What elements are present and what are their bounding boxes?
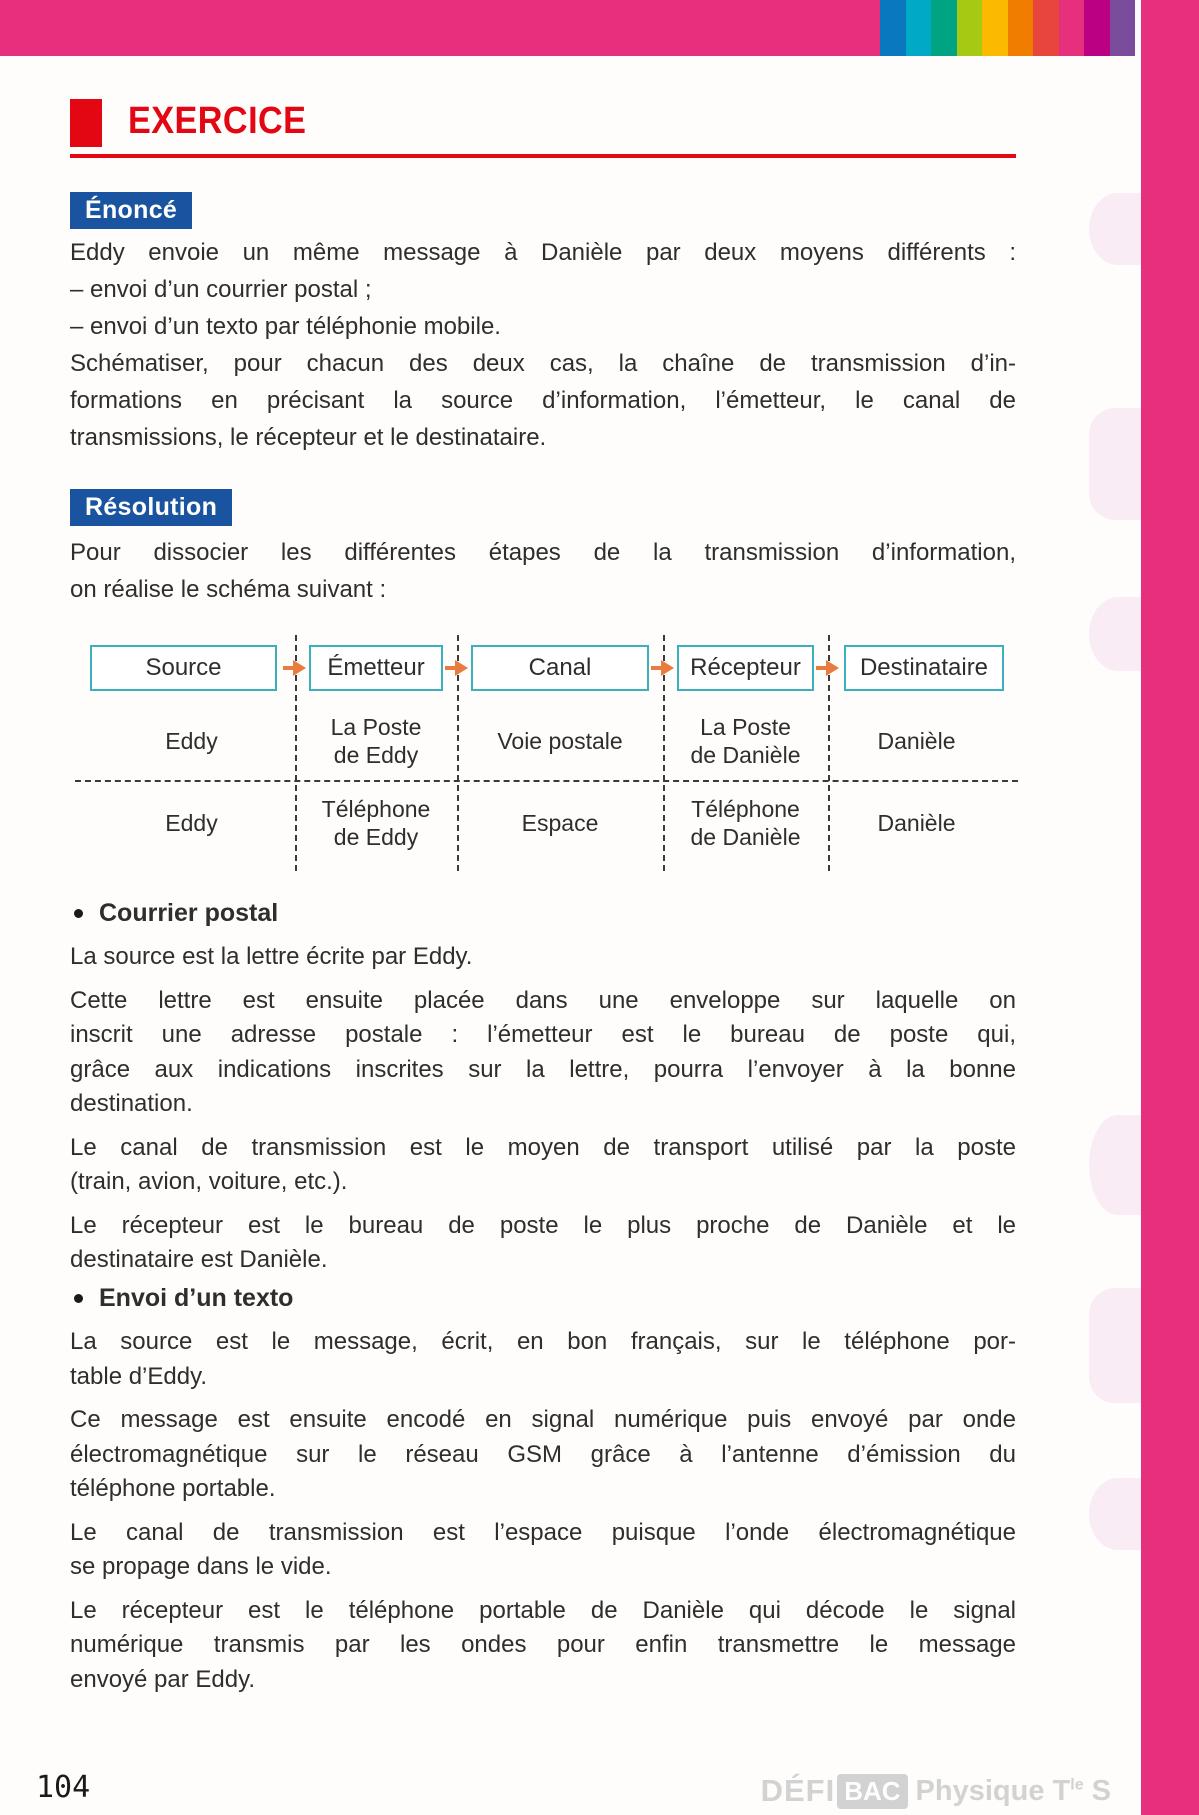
- stripe-magenta: [1084, 0, 1110, 56]
- stripe-orange: [1008, 0, 1034, 56]
- cell-postal-recepteur: La Poste de Danièle: [690, 714, 801, 768]
- decorative-blob: [1089, 408, 1147, 520]
- stripe-green: [931, 0, 957, 56]
- dashed-row-divider: [75, 780, 1018, 782]
- paragraph: Le canal de transmission est le moyen de transport utilisé par la poste (train, avion, voiture, etc.).: [70, 1133, 1016, 1195]
- enonce-line: Schématiser, pour chacun des deux cas, la chaîne de transmission d’in-: [70, 350, 1016, 377]
- paragraph: La source est le message, écrit, en bon français, sur le téléphone por- table d’Eddy.: [70, 1328, 1016, 1390]
- enonce-line: – envoi d’un courrier postal ;: [70, 276, 372, 303]
- arrow-icon: [282, 659, 308, 677]
- brand-subject: Physique $T^{le}$ S: [915, 1774, 1111, 1807]
- diagram-header-destinataire: Destinataire: [844, 645, 1004, 691]
- cell-texto-destinataire: Danièle: [877, 810, 956, 836]
- arrow-icon: [650, 659, 676, 677]
- arrow-icon: [444, 659, 470, 677]
- cell-postal-canal: Voie postale: [497, 728, 623, 754]
- diagram-header-emetteur: Émetteur: [309, 645, 443, 691]
- diagram-row-postal: [88, 705, 1005, 777]
- resolution-intro: [70, 534, 1016, 608]
- paragraph: Ce message est ensuite encodé en signal numérique puis envoyé par onde électromagnétique sur le réseau GSM grâce à l’antenne d’émission du téléphone portable.: [70, 1406, 1016, 1502]
- resolution-label: [70, 489, 232, 526]
- paragraph: Le récepteur est le bureau de poste le plus proche de Danièle et le destinataire est Danièle.: [70, 1211, 1016, 1273]
- paragraph: Cette lettre est ensuite placée dans une enveloppe sur laquelle on inscrit une adresse postale : l’émetteur est le bureau de poste qui, grâce aux indications inscrites sur la lettre, pourra l’envoyer à la bonne destination.: [70, 986, 1016, 1117]
- cell-postal-emetteur: La Poste de Eddy: [330, 714, 422, 768]
- exercise-title: EXERCICE: [128, 100, 307, 142]
- resolution-label-text: Résolution: [85, 493, 218, 521]
- color-stripes: [880, 0, 1135, 56]
- bullet-icon: [74, 1294, 83, 1303]
- section-envoi-texto: [70, 1283, 1016, 1706]
- enonce-line: transmissions, le récepteur et le destinataire.: [70, 424, 547, 451]
- diagram-header-recepteur: Récepteur: [677, 645, 814, 691]
- diagram-header-source: Source: [90, 645, 277, 691]
- section-courrier-postal: [70, 898, 1016, 1287]
- page-number: 104: [36, 1770, 91, 1805]
- brand-bac: BAC: [837, 1774, 907, 1809]
- decorative-blob: [1089, 1115, 1147, 1215]
- transmission-diagram: [88, 635, 1005, 875]
- right-edge-strip: [1141, 0, 1199, 1815]
- section-heading: Envoi d’un texto: [70, 1283, 1016, 1313]
- decorative-blob: [1089, 597, 1147, 671]
- diagram-row-texto: [88, 787, 1005, 859]
- stripe-pink: [1059, 0, 1085, 56]
- intro-line: on réalise le schéma suivant :: [70, 576, 387, 603]
- enonce-label-text: Énoncé: [85, 196, 178, 224]
- red-rule: [70, 154, 1016, 158]
- enonce-line: Eddy envoie un même message à Danièle par deux moyens différents :: [70, 239, 1016, 266]
- diagram-header-row: [88, 645, 1005, 691]
- cell-texto-source: Eddy: [165, 810, 218, 836]
- enonce-line: formations en précisant la source d’information, l’émetteur, le canal de: [70, 387, 1016, 414]
- stripe-cyan: [906, 0, 932, 56]
- stripe-purple: [1110, 0, 1136, 56]
- paragraph: Le récepteur est le téléphone portable de Danièle qui décode le signal numérique transmis par les ondes pour enfin transmettre le message envoyé par Eddy.: [70, 1596, 1016, 1693]
- decorative-blob: [1089, 1288, 1147, 1403]
- section-heading: Courrier postal: [70, 898, 1016, 928]
- arrow-icon: [815, 659, 841, 677]
- stripe-blue: [880, 0, 906, 56]
- publisher-logo: [761, 1773, 1111, 1809]
- red-square-marker: [70, 99, 102, 147]
- paragraph: Le canal de transmission est l’espace puisque l’onde électromagnétique se propage dans le vide.: [70, 1518, 1016, 1580]
- cell-texto-recepteur: Téléphone de Danièle: [690, 796, 801, 850]
- cell-postal-source: Eddy: [165, 728, 218, 754]
- diagram-header-canal: Canal: [471, 645, 649, 691]
- cell-postal-destinataire: Danièle: [877, 728, 956, 754]
- enonce-text: [70, 234, 1016, 456]
- brand-defi: DÉFI: [760, 1773, 836, 1808]
- cell-texto-canal: Espace: [521, 810, 599, 836]
- intro-line: Pour dissocier les différentes étapes de la transmission d’information,: [70, 539, 1016, 566]
- top-banner: [0, 0, 1135, 56]
- bullet-icon: [74, 909, 83, 918]
- paragraph: La source est la lettre écrite par Eddy.: [70, 943, 473, 970]
- decorative-blob: [1089, 193, 1147, 265]
- enonce-line: – envoi d’un texto par téléphonie mobile.: [70, 313, 501, 340]
- enonce-label: [70, 192, 192, 229]
- decorative-blob: [1089, 1478, 1147, 1550]
- stripe-lime: [957, 0, 983, 56]
- stripe-red: [1033, 0, 1059, 56]
- stripe-yellow: [982, 0, 1008, 56]
- cell-texto-emetteur: Téléphone de Eddy: [321, 796, 431, 850]
